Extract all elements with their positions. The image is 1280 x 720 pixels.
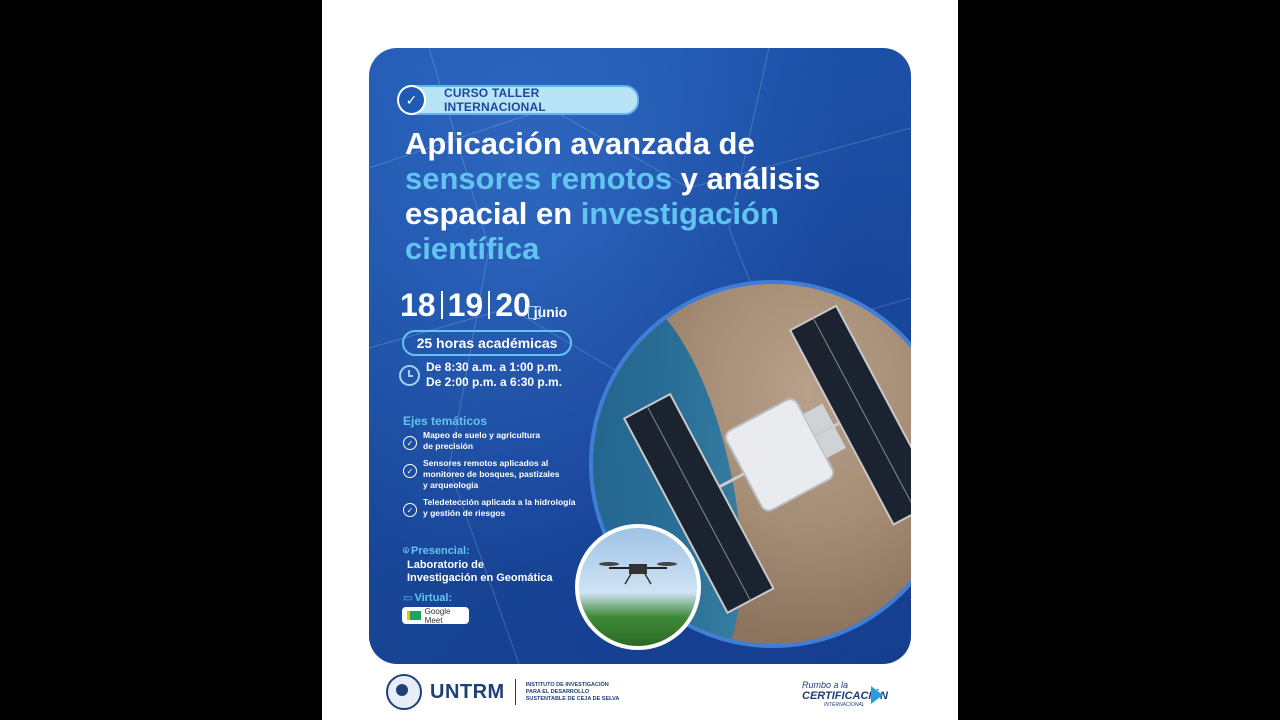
institute-line: INSTITUTO DE INVESTIGACIÓN xyxy=(525,681,609,688)
divider xyxy=(515,679,516,705)
venue-line: Laboratorio de xyxy=(407,559,485,571)
laptop-icon: ▭ xyxy=(403,593,413,604)
date-day-1: 18 xyxy=(400,287,436,323)
check-icon: ✓ xyxy=(397,85,426,115)
theme-text-line: Mapeo de suelo y agricultura xyxy=(423,430,541,440)
presencial-venue xyxy=(407,559,553,585)
drone-photo xyxy=(575,524,701,650)
virtual-label xyxy=(403,592,452,604)
month-label: junio xyxy=(533,304,568,320)
check-circle-icon: ✓ xyxy=(403,503,417,517)
date-separator xyxy=(441,291,443,319)
venue-line: Investigación en Geomática xyxy=(407,572,553,584)
platform-name: Google Meet xyxy=(424,606,451,625)
title-line-4: científica xyxy=(405,231,540,266)
schedule xyxy=(399,360,562,390)
university-seal xyxy=(386,674,422,710)
date-day-3: 20 xyxy=(495,287,531,323)
google-meet-badge xyxy=(402,607,469,624)
date-day-2: 19 xyxy=(447,287,484,323)
rumbo-line-1: Rumbo a la xyxy=(802,680,849,690)
drone-illustration xyxy=(579,528,697,646)
title-line-1: Aplicación avanzada de xyxy=(405,126,755,161)
theme-item xyxy=(403,458,560,491)
date-month xyxy=(534,304,567,320)
google-meet-icon xyxy=(407,611,421,620)
schedule-afternoon: De 2:00 p.m. a 6:30 p.m. xyxy=(426,375,563,389)
title-line-2 xyxy=(405,161,885,196)
date-separator xyxy=(488,291,490,319)
virtual-label-text: Virtual: xyxy=(414,592,453,604)
title-highlight-1: sensores remotos xyxy=(405,161,673,196)
calendar-icon xyxy=(528,306,541,319)
institute-line: SUSTENTABLE DE CEJA DE SELVA xyxy=(525,695,620,702)
course-poster xyxy=(369,48,911,664)
badge-label: CURSO TALLER INTERNACIONAL xyxy=(443,86,546,114)
theme-item xyxy=(403,497,575,519)
theme-text-line: monitoreo de bosques, pastizales xyxy=(423,469,560,479)
course-title xyxy=(405,126,885,266)
theme-text-line: de precisión xyxy=(423,441,474,451)
title-line-3 xyxy=(405,196,885,231)
presencial-label-text: Presencial: xyxy=(411,545,470,557)
theme-item xyxy=(403,430,540,452)
academic-hours-badge: 25 horas académicas xyxy=(402,330,572,356)
arrow-icon xyxy=(871,686,883,704)
title-highlight-2: investigación xyxy=(580,196,779,231)
title-line-2-rest: y análisis xyxy=(672,161,821,196)
course-dates xyxy=(400,288,567,322)
theme-text-line: Teledetección aplicada a la hidrología xyxy=(423,497,576,507)
org-name: UNTRM xyxy=(430,680,505,703)
theme-text-line: y gestión de riesgos xyxy=(423,508,506,518)
rumbo-line-2: CERTIFICACIÓN xyxy=(802,690,888,702)
institute-name xyxy=(526,682,620,703)
clock-icon xyxy=(399,365,420,386)
institute-line: PARA EL DESARROLLO xyxy=(525,688,590,695)
check-circle-icon: ✓ xyxy=(403,436,417,450)
course-type-badge xyxy=(399,85,639,115)
themes-heading: Ejes temáticos xyxy=(403,414,488,428)
title-line-3-a: espacial en xyxy=(405,196,581,231)
untrm-logo xyxy=(386,674,619,710)
location-pin-icon: ⌾ xyxy=(403,546,409,557)
rumbo-line-3: INTERNACIONAL xyxy=(824,702,865,708)
schedule-morning: De 8:30 a.m. a 1:00 p.m. xyxy=(426,360,562,374)
theme-text-line: Sensores remotos aplicados al xyxy=(423,458,549,468)
presencial-label xyxy=(403,545,470,557)
check-circle-icon: ✓ xyxy=(403,464,417,478)
theme-text-line: y arqueología xyxy=(423,480,479,490)
page xyxy=(322,0,958,720)
